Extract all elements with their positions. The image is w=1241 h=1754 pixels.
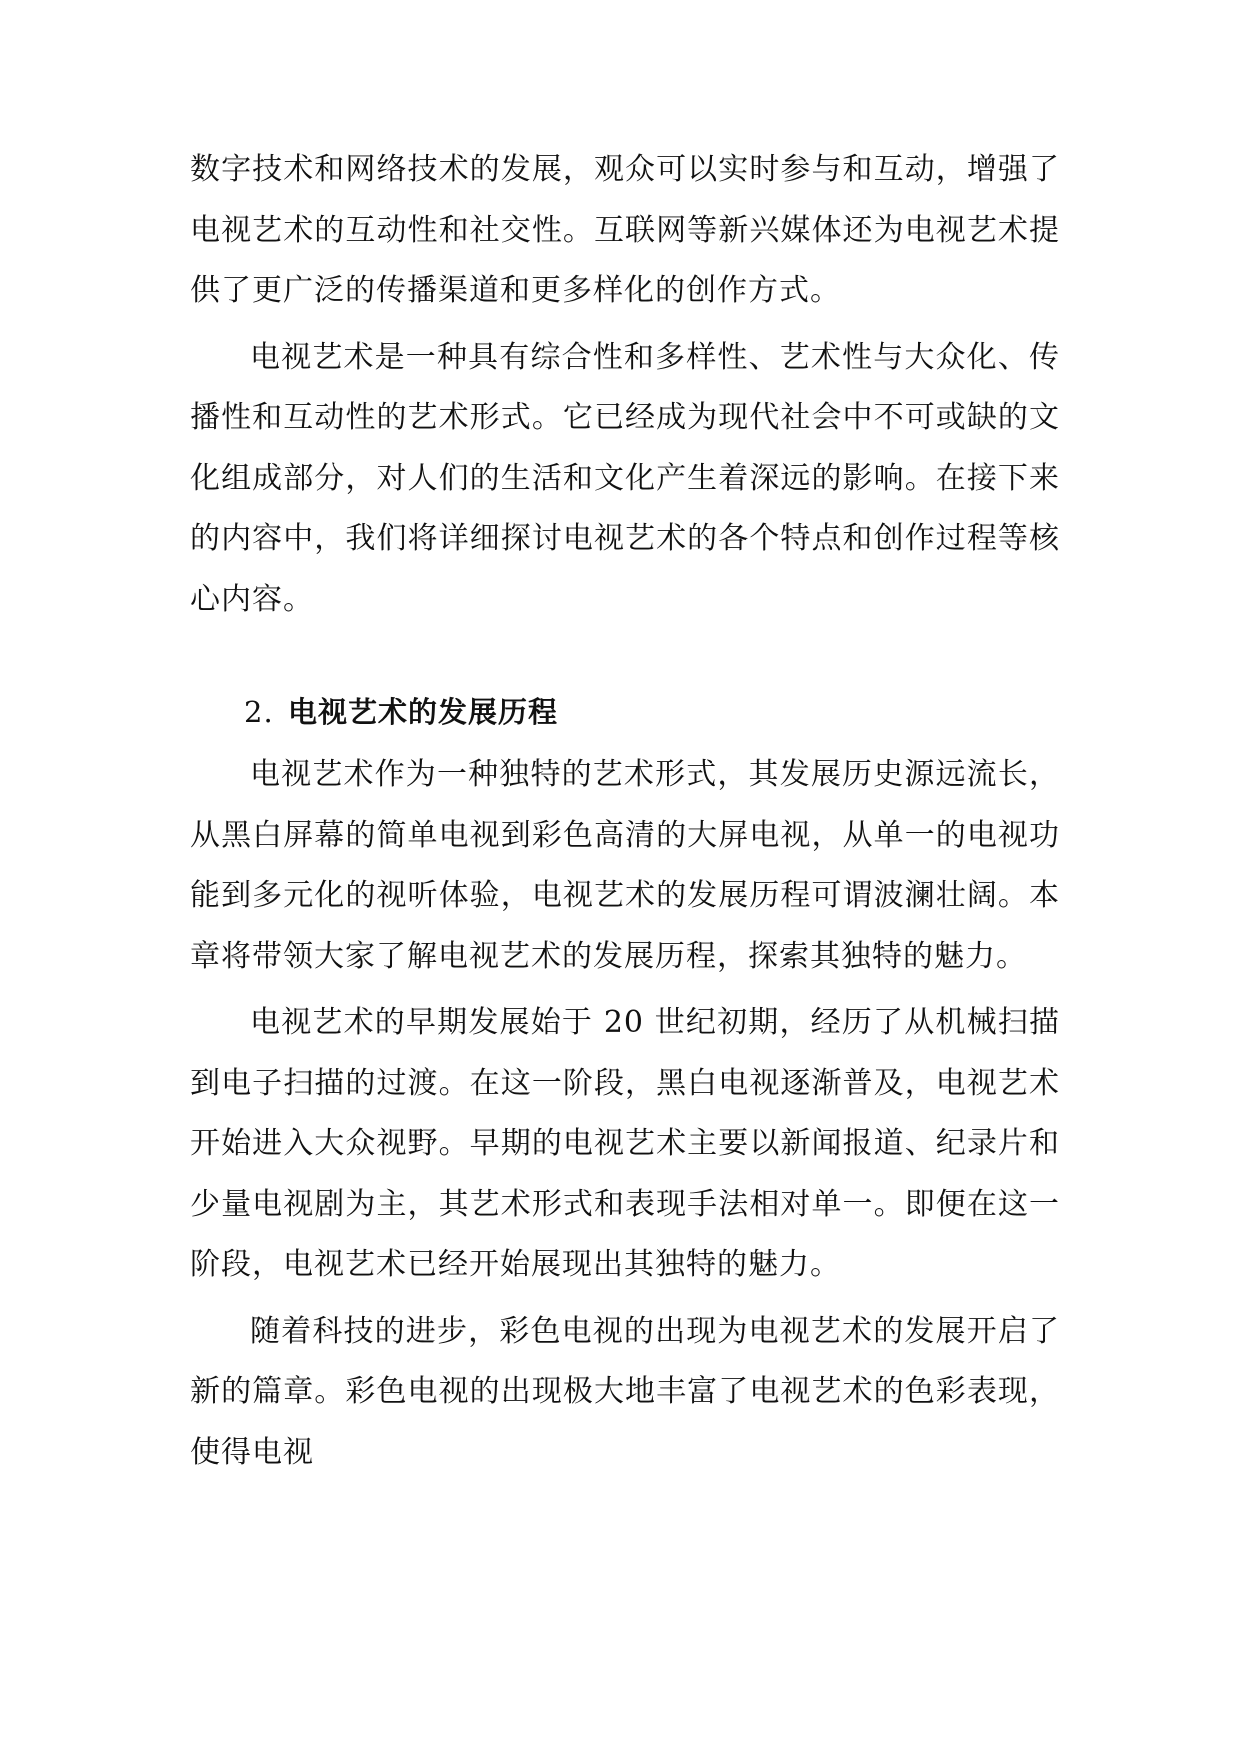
- paragraph-summary: 电视艺术是一种具有综合性和多样性、艺术性与大众化、传播性和互动性的艺术形式。它已经成为现代社会中不可或缺的文化组成部分，对人们的生活和文化产生着深远的影响。在接下来的内容中，我们将详细探讨电视艺术的各个特点和创作过程等核心内容。: [190, 339, 1060, 617]
- paragraph-color-tv: 随着科技的进步，彩色电视的出现为电视艺术的发展开启了新的篇章。彩色电视的出现极大地丰富了电视艺术的色彩表现，使得电视: [190, 1313, 1060, 1470]
- paragraph-intro: 电视艺术作为一种独特的艺术形式，其发展历史源远流长，从黑白屏幕的简单电视到彩色高清的大屏电视，从单一的电视功能到多元化的视听体验，电视艺术的发展历程可谓波澜壮阔。本章将带领大家了解电视艺术的发展历程，探索其独特的魅力。: [190, 757, 1060, 974]
- document-body: [190, 140, 1060, 1483]
- section-heading: [190, 682, 1060, 742]
- paragraph-early-development: 电视艺术的早期发展始于 20 世纪初期，经历了从机械扫描到电子扫描的过渡。在这一阶段，黑白电视逐渐普及，电视艺术开始进入大众视野。早期的电视艺术主要以新闻报道、纪录片和少量电视剧为主，其艺术形式和表现手法相对单一。即便在这一阶段，电视艺术已经开始展现出其独特的魅力。: [190, 1005, 1060, 1282]
- paragraph-continuation: 数字技术和网络技术的发展，观众可以实时参与和互动，增强了电视艺术的互动性和社交性。互联网等新兴媒体还为电视艺术提供了更广泛的传播渠道和更多样化的创作方式。: [190, 152, 1060, 308]
- section-title: 电视艺术的发展历程: [288, 695, 559, 729]
- section-number: 2.: [244, 695, 274, 729]
